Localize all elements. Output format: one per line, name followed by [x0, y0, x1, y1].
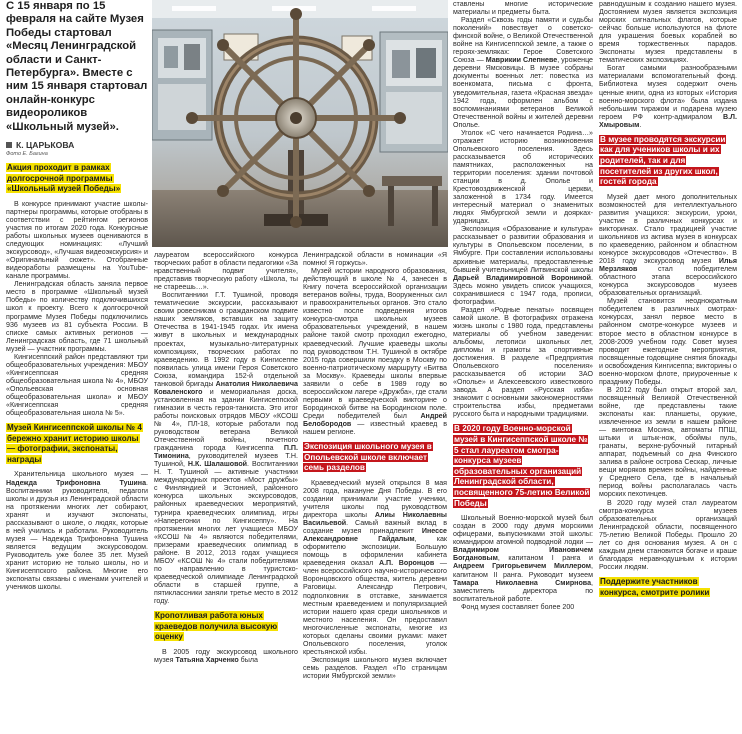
column-1 — [6, 0, 148, 734]
bullet-square-icon — [6, 142, 12, 148]
article-text-col2-a: лауреатом всероссийского конкурса творческих работ в области педагогики «За нравственный подвиг учителя», представив творческую работу «Школа, ты не стареешь…». Воспитанники Г.Т. Тушиной, проводя тематические экскурсии, рассказывают своим ровесникам о гражданском подвиге наших земляков, вставших на защиту Отечества в 1941-1945 годах. Их имена живут в школьных и международных проектах, музыкально-литературных композициях, творческих работах по краеведению. В 1992 году в Кингисеппе появилась улица имени Героя Советского Союза, командира 152-й отдельной танковой бригады Анатолия Николаевича Коваленского и мемориальная доска, установленная на здании Кингисеппской гимназии в честь героя-танкиста. Это итог работы поисковых отрядов МБОУ «КСОШ № 4», ПЛ-18, которые работали под руководством ветерана Великой Отечественной войны, почетного гражданина города Кингисеппа П.П. Тимонина, руководителей музеев Т.Н. Тушиной, Н.К. Шалашовой. Воспитанники Н. Т. Тушиной — активные участники международных проектов «Мост дружбы» с Финляндией и Эстонией, районного конкурса школьных экскурсоводов, районных краеведческих мероприятий, турнира краеведческих олимпиад, игры «Наперегонки по Кингисеппу». На протяжении многих лет учащиеся МБОУ «КСОШ № 4» являются победителями, призерами краеведческих олимпиад в районе. В 2012, 2013 годах учащиеся МБОУ «КСОШ № 4» стали победителями по направлению в туристско-краеведческой олимпиаде Ленинградской области в старшей группе, а пятиклассники заняли третье место в 2012 году. — [154, 251, 298, 606]
photo-credit: Фото Е. Багина — [6, 151, 48, 158]
article-text-col3-a: Ленинградской области в номинации «Я помню! Я горжусь». Музей истории народного образования, действующий в школе № 4, занесен в Книгу почета всероссийской организации ветеранов войны, труда, Вооруженных сил и правоохранительных органов. Это стало известно после подведения итогов конкурса-смотра школьных музеев образовательных учреждений, в нашем районе такой смотр проходил ежегодно, краеведческий. Лучшие краеведы школы под руководством Т.Н. Тушиной в октябре 2015 года совершили поездку в Москву по военно-патриотическому маршруту «Битва за Москву». Краеведы школы впервые заявили о себе в 1989 году во всероссийском лагере «Дружба», где стали первыми в краеведческой викторине о Бородинской битве на Бородинском поле. Среди победителей был Андрей Белобородов — известный краевед в нашем регионе. — [303, 251, 447, 437]
article-text-col1-a: В конкурсе принимают участие школы-партнеры программы, которые отобраны в соответствии с рейтингом регионов участия по итогам 2020 года. Конкурсные работы школьных музеев оцениваются в следующих номинациях: «Лучший экскурсовод», «Лучшая видеоэкскурсия» и «Оригинальный сюжет». Отобранные видеоработы размещены на YouTube-канале программы. Ленинградская область заняла первое место в программе «Школьный музей Победы» по количеству подключившихся школ к проекту. Всего к долгосрочной программе Музея Победы подключились 936 музеев из 81 субъекта России. В списке самых активных регионов — Ленинградская область, где 71 школьный музей — участник программы. Кингисеппский район представляют три общеобразовательных учреждения: МБОУ «Кингисеппская средняя общеобразовательная школа № 4», МБОУ «Опольевская основная общеобразовательная школа» и МБОУ «Кингисеппская средняя общеобразовательная школа № 5». — [6, 199, 148, 418]
subhead-program: Акция проходит в рамках долгосрочной программы «Школьный музей Победы» — [7, 163, 121, 194]
ship-wheel-illustration — [152, 0, 448, 247]
column-2 — [154, 251, 298, 734]
subhead-excursions: В музее проводятся экскурсии как для учеников школы и их родителей, так и для посетителей из других школ, гостей города — [600, 134, 726, 187]
museum-photo — [152, 0, 448, 247]
subhead-naval-museum: В 2020 году Военно-морской музей в Кингисеппской школе № 5 стал лауреатом смотра-конкурса музеев образовательных организаций Ленинградской области, посвященного 75-летию Великой Победы — [454, 424, 590, 508]
lead-paragraph: С 15 января по 15 февраля на сайте Музея Победы стартовал «Месяц Ленинградской области и Санкт-Петербурга». Вместе с ним 15 января стартовал онлайн-конкурс видеороликов «Школьный музей». — [6, 0, 148, 133]
column-3 — [303, 251, 447, 734]
subhead-opolye-exposition: Экспозиция школьного музея в Опольевской школе включает семь разделов — [304, 442, 432, 473]
subhead-school4: Музей Кингисеппской школы № 4 бережно хранит историю школы — фотографии, экспонаты, награды — [7, 423, 142, 464]
article-text-col5-b: Музей дает много дополнительных возможностей для интеллектуального развития учащихся: экскурсии, уроки, участие в различных конкурсах и викторинах. Стало традицией участие школьников из актива музея в конкурсах по краеведению, районном и областном конкурсе экскурсоводов «Отечество». В 2018 году экскурсовод музея Илья Мерзляков стал победителем областного этапа всероссийского конкурса экскурсоводов музеев образовательных организаций. Музей становится неоднократным победителем в различных смотрах-конкурсах, занял первое место в районном смотре-конкурсе музеев и второе место в областном конкурсе в 2008-2009 учебном году. Совет музея проводит ежегодные мероприятия, посвященные годовщине снятия блокады и освобождения Кингисеппа; викторины о военно-морском флоте, приуроченные к празднику Победы. В 2012 году был открыт второй зал, посвященный Великой Отечественной войне, где представлены такие экспонаты как: планшеты, оружие, извлеченное из земли в нашем районе — винтовка Мосина, автоматы ППШ, штыки и штык-нож, обоймы пуль, гранаты, верхне-рубочный гитарный аппарат, подъемный со дна Финского залива в районе острова Сескар, личные вещи моряков времен войны, найденные у Среднего Села, где в начальный период войны располагалась часть морских пехотинцев. В 2020 году музей стал лауреатом смотра-конкурса музеев образовательных организаций Ленинградской области, посвященного 75-летию Великой Победы. Прошло 20 лет со дня основания музея. А он с каждым днем становится богаче и краше благодаря неравнодушным к истории России людям. — [599, 192, 737, 571]
author-line — [6, 140, 148, 150]
subhead-support-participants: Поддержите участников конкурса, смотрите ролики — [600, 576, 710, 597]
article-text-col4-b: Школьный Военно-морской музей был создан в 2000 году двумя морскими офицерами, выпускниками этой школы: командиром атомной подводной лодки — Владимиром Ивановичем Богдановым, капитаном I ранга и Андреем Григорьевичем Миллером, капитаном II ранга. Руководит музеем Тамара Николаевна Смирнова, заместитель директора по воспитательной работе. Фонд музея составляет более 200 — [453, 514, 593, 611]
article-text-col1-b: Хранительница школьного музея — Надежда Трифоновна Тушина. Воспитанники руководителя, педагоги школы и друзья из Ленинградской области на протяжении многих лет собирают, хранят и изучают экспонаты, рассказывают о школе, о людях, которые в ней учились и работали. Руководитель музея — Надежда Трифоновна Тушина является ведущим экскурсоводом. Руководитель уже более 35 лет. Музей хранит историю не только школы, но и Кингисеппского района. Многие его экспонаты связаны с именами учителей и учеников школы. — [6, 470, 148, 592]
article-text-col4-a: ставлены многие исторические материалы и предметы быта. Раздел «Сквозь годы памяти и судьбы поколений» повествует о советско-финской войне, о Великой Отечественной войне на Кингисеппской земле, а также о героях-земляках: Герое Советского Союза — Маврикии Слепневе, уроженце деревни Ямсковицы. В музее собраны документы военных лет: повестка из военкомата, письма с фронта, уведомительная, газета «Красная звезда» 1942 года, оформлен альбом с воспоминаниями ветеранов Великой Отечественной войны и жителей деревни Ополье. Уголок «С чего начинается Родина…» отражает историю возникновения Опольевского поселения. Здесь рассказывается об исторических памятниках, расположенных на территории поселения: здании почтовой станции в д. Ополье и Крестовоздвиженской церкви, заложенной в 1734 году. Имеется интересный материал о знаменитых людях Ямбургской земли и доярках-ударницах. Экспозиция «Образование и культура» рассказывает о развитии образования и культуры в Опольевском поселении, в Ямбурге. При составлении использованы архивные материалы, предоставленные бывшей учительницей Литвинской школы Дарьей Владимировной Ворониной. Здесь можно увидеть список учащихся, сохранившиеся с 1947 года, прописи, фотографии. Раздел «Родные пенаты» посвящен самой школе. В фотографиях отражена жизнь школы с 1980 года, представлены материалы об учебном заведении: альбомы, летописи школьных лет, дипломы и грамоты за спортивные достижения. В разделе «Предприятия Опольевского поселения» рассказывается об истории ЗАО «Ополье» и Алексеевского известкового завода. А раздел «Русская изба» знакомит с основными закономерностями строительства избы, предметами русского быта и народными традициями. — [453, 0, 593, 419]
column-5 — [599, 0, 737, 734]
article-text-col3-b: Краеведческий музей открылся 8 мая 2008 года, накануне Дня Победы. В его создании принимали участие ученики, учителя школы под руководством директора школы Алиы Николаевны Васильевой. Самый важный вклад в создание музея принадлежит Инессе Александровне Гайдалым, как оформителю экспозиции. Большую помощь в оформлении кабинета краеведения оказал А.П. Воронцов — член всероссийского научно-исторического Воронцовского общества, житель деревни Раговицы. Александр Петрович, подполковник в отставке, занимается местным краеведением и популяризацией истории нашего края среди школьников и местного населения. Он предоставил многочисленные экспонаты, многие из которых сделаны своими руками: макет Опольевского поселения, уголок крестьянской избы. Экспозиция школьного музея включает семь разделов. Раздел «По страницам истории Ямбургской земли» — [303, 478, 447, 680]
subhead-high-rating: Кропотливая работа юных краеведов получила высокую оценку — [155, 611, 278, 642]
article-text-col5-a: равнодушным к созданию нашего музея. Достоянием музея является экспозиция морских сигнальных флагов, которые сейчас больше используются на флоте для украшения боевых кораблей во время торжественных парадов. Экспонаты музея представлены в тематических экспозициях. Богат самыми разнообразными материалами вспомогательный фонд. Библиотека музея содержит очень ценные книги, одна из которых «История военно-морского флота» была издана небольшим тиражом и подарена музею героем РФ контр-адмиралом В.Л. Хмыровым. — [599, 0, 737, 129]
article-text-col2-b: В 2005 году экскурсовод школьного музея Татьяна Харченко была — [154, 647, 298, 664]
author-name: К. ЦАРЬКОВА — [16, 140, 75, 151]
column-4 — [453, 0, 593, 734]
